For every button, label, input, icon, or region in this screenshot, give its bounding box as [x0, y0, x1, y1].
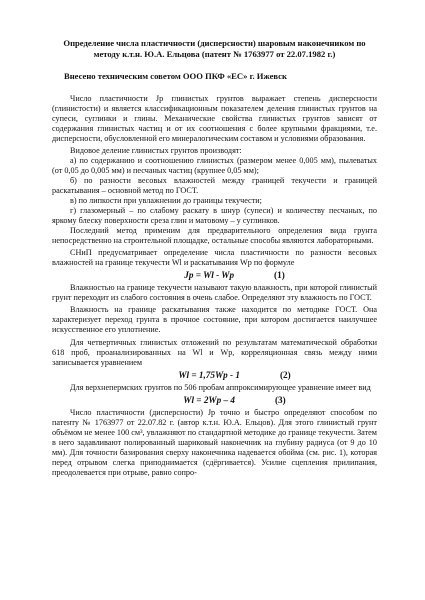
formula-1 — [92, 269, 377, 281]
paragraph-upper-permian: Для верхнепермских грунтов по 506 пробам аппроксимирующее уравнение имеет вид — [70, 382, 371, 392]
paragraph-quaternary: Для четвертичных глинистых отложений по результатам математической обработки 618 проб, проанализированных на Wl и Wp, корреляционная связь между ними записывается уравнением — [52, 337, 377, 367]
paragraph-snip: СНиП предусматривает определение числа пластичности по разности весовых влажностей на границе текучести Wl и раскатывания Wp по формуле — [52, 248, 377, 268]
paragraph-plastic-limit: Влажность на границе раскатывания также находится по методике ГОСТ. Она характеризует переход грунта в прочное состояние, при котором достигается наилучшее искусственное его уплотнение. — [52, 305, 377, 335]
paragraph-item-a: а) по содержанию и соотношению глинистых (размером менее 0,005 мм), пылеватых (от 0,05 до 0,005 мм) и песчаных частиц (крупнее 0,05 мм); — [52, 155, 377, 175]
document-title: Определение числа пластичности (дисперсности) шаровым наконечником по методу к.т.н. Ю.А. Ельцова (патент № 1763977 от 22.07.1982 г.) — [63, 38, 366, 59]
formula-3-expression: Wl = 2Wp – 4 — [183, 394, 235, 405]
paragraph-item-d: г) глазомерный – по слабому раскату в шнур (супеси) и количеству песчаных, по яркому блеску поверхности среза глин и матовому – у суглинков. — [52, 206, 377, 226]
paragraph-patent-method: Число пластичности (дисперсности) Jp точно и быстро определяют способом по патенту № 1763977 от 22.07.82 г. (автор к.т.н. Ю.А. Ельцов). Для этого глинистый грунт объёмом не менее 100 см³, увлажняют по стандартной методике до границе текучести. Затем в него задавливают полированный шариковый наконечник на глубину радиуса (от 9 до 10 мм). Для точности базирования сверху наконечника надевается обойма (см. рис. 1), которая перед отрывом слегка приподнимается (сдёргивается). Усилие сцепления прилипания, преодолевается при отрыве, равно сопро- — [52, 407, 377, 477]
paragraph-division-intro: Видовое деление глинистых грунтов производят: — [70, 145, 242, 155]
document-subtitle: Внесено техническим советом ООО ПКФ «ЕС» г. Ижевск — [64, 71, 287, 81]
paragraph-plasticity-intro: Число пластичности Jp глинистых грунтов выражает степень дисперсности (глинистости) и является классификационным показателем деления глинистых грунтов на супеси, суглинки и глины. Механические свойства глинистых грунтов зависят от содержания глинистых частиц и от их соотношения с более крупными фракциями, т.е. дисперсности, обусловленной его минералогическим составом и условиями образования. — [52, 93, 377, 143]
formula-3-number: (3) — [274, 394, 286, 405]
formula-1-expression: Jp = Wl - Wp — [184, 270, 235, 281]
paragraph-last-method: Последний метод применим для предварительного определения вида грунта непосредственно на строительной площадке, остальные способы являются лабораторными. — [52, 226, 377, 246]
paragraph-item-c: в) по липкости при увлажнении до границы текучести; — [70, 195, 262, 205]
paragraph-item-b: б) по разности весовых влажностей между границей текучести и границей раскатывания – основной метод по ГОСТ. — [52, 175, 377, 195]
formula-2-expression: Wl = 1,75Wp - 1 — [178, 369, 240, 380]
formula-1-number: (1) — [274, 270, 285, 281]
formula-2 — [92, 369, 377, 381]
formula-2-number: (2) — [279, 369, 291, 380]
formula-3 — [92, 394, 377, 406]
paragraph-liquid-limit: Влажностью на границе текучести называют такую влажность, при которой глинистый грунт переходит из слабого состояния в очень слабое. Определяют эту влажность по ГОСТ. — [52, 283, 377, 303]
